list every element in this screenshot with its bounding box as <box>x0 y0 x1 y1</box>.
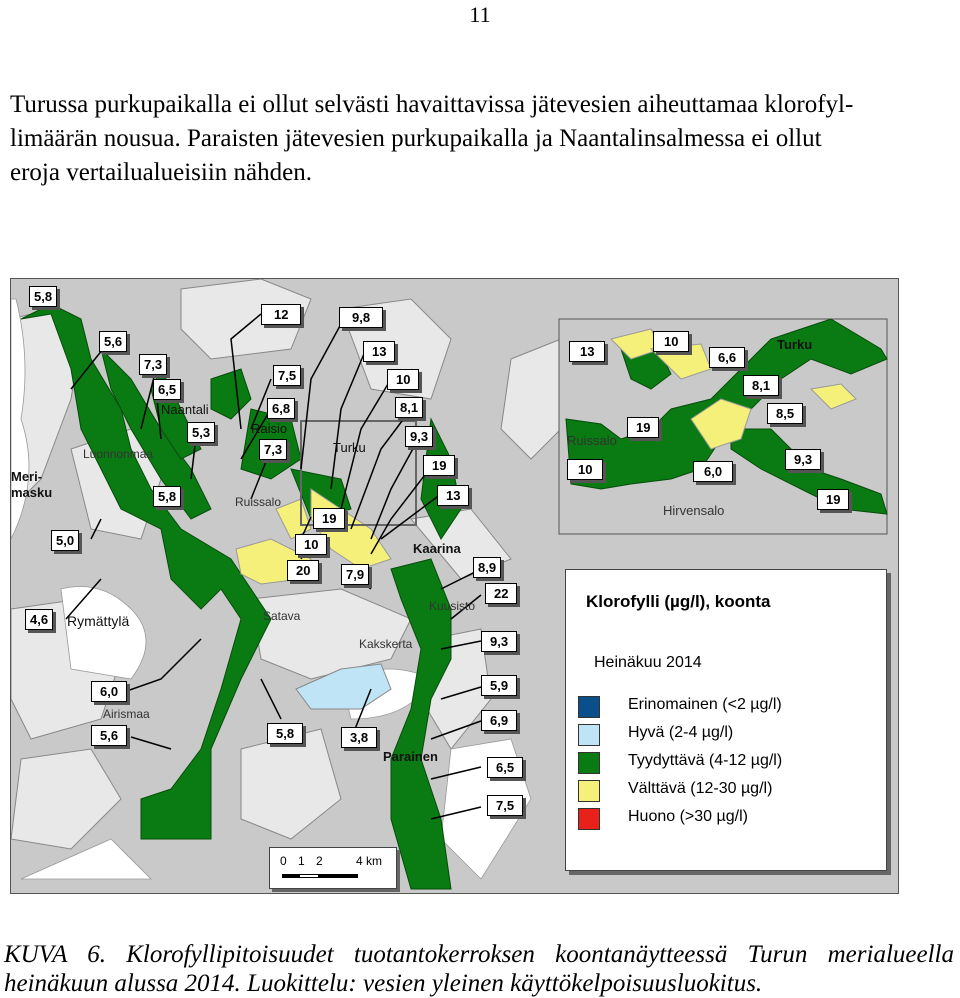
value-label: 10 <box>387 369 419 390</box>
place-inset-ruissalo: Ruissalo <box>567 433 617 448</box>
inset-value-label: 8,1 <box>743 375 779 396</box>
place-airismaa: Airismaa <box>103 707 150 721</box>
value-label: 9,8 <box>339 307 383 328</box>
chlorophyll-map <box>10 278 899 894</box>
inset-value-label: 19 <box>817 489 849 510</box>
inset-value-label: 10 <box>567 459 603 480</box>
inset-value-label: 13 <box>569 341 605 362</box>
inset-value-label: 6,0 <box>693 461 733 482</box>
value-label: 5,8 <box>29 286 57 307</box>
value-label: 5,9 <box>481 675 517 696</box>
legend-label: Välttävä (12-30 µg/l) <box>628 780 773 797</box>
scale-tick-label: 2 <box>316 854 323 868</box>
place-parainen: Parainen <box>383 749 438 764</box>
value-label: 12 <box>261 304 301 325</box>
scale-bar-segment <box>318 874 358 878</box>
value-label: 5,8 <box>153 486 181 507</box>
scale-bar <box>269 847 397 889</box>
value-label: 5,6 <box>91 725 127 746</box>
figure-caption <box>4 940 954 998</box>
legend-label: Huono (>30 µg/l) <box>628 808 748 825</box>
page-number: 11 <box>469 2 491 27</box>
scale-bar-segment <box>300 874 318 878</box>
place-luonnonmaa: Luonnonmaa <box>83 447 154 461</box>
value-label: 9,3 <box>405 426 433 447</box>
value-label: 6,9 <box>481 710 517 731</box>
inset-value-label: 8,5 <box>767 403 803 424</box>
value-label: 5,8 <box>267 723 303 744</box>
value-label: 8,1 <box>395 397 423 418</box>
value-label: 13 <box>437 485 469 506</box>
legend-swatch <box>578 752 600 774</box>
place-naantali: Naantali <box>161 402 209 417</box>
place-kaarina: Kaarina <box>413 541 461 556</box>
legend-label: Tyydyttävä (4-12 µg/l) <box>628 752 783 769</box>
paragraph-line: limäärän nousua. Paraisten jätevesien purkupaikalla ja Naantalinsalmessa ei ollut <box>10 125 822 152</box>
place-inset-hirvensalo: Hirvensalo <box>663 503 725 518</box>
value-label: 6,5 <box>153 379 181 400</box>
value-label: 3,8 <box>341 727 377 748</box>
value-label: 6,0 <box>91 681 127 702</box>
place-turku: Turku <box>333 440 366 455</box>
paragraph-line: eroja vertailualueisiin nähden. <box>10 159 312 186</box>
inset-value-label: 19 <box>627 417 659 438</box>
legend-swatch <box>578 780 600 802</box>
scale-tick-label: 0 <box>280 854 287 868</box>
value-label: 6,8 <box>267 398 295 419</box>
value-label: 5,3 <box>187 422 215 443</box>
scale-tick-label: 4 km <box>356 854 383 868</box>
value-label: 9,3 <box>481 631 517 652</box>
place-satava: Satava <box>263 609 301 623</box>
value-label: 6,5 <box>487 757 523 778</box>
value-label: 7,3 <box>139 354 167 375</box>
value-label: 22 <box>485 583 517 604</box>
value-label: 13 <box>363 341 395 362</box>
value-label: 10 <box>295 534 327 555</box>
value-label: 5,6 <box>99 331 127 352</box>
place-raisio: Raisio <box>251 421 288 436</box>
inset-value-label: 6,6 <box>709 347 745 368</box>
place-kuusisto: Kuusisto <box>429 599 476 613</box>
place-ruissalo: Ruissalo <box>235 495 282 509</box>
place-merimasku: Meri- masku <box>11 469 53 500</box>
value-label: 20 <box>287 560 319 581</box>
caption-line: heinäkuun alussa 2014. Luokittelu: vesien yleinen käyttökelpoisuusluokitus. <box>4 970 763 997</box>
scale-bar-segment <box>282 874 300 878</box>
caption-line: KUVA 6. Klorofyllipitoisuudet tuotantokerroksen koontanäytteessä Turun merialueella <box>4 941 954 968</box>
place-inset-turku: Turku <box>777 337 813 352</box>
value-label: 7,9 <box>341 564 369 585</box>
body-paragraph <box>10 88 955 190</box>
legend-swatch <box>578 724 600 746</box>
value-label: 7,5 <box>273 365 301 386</box>
value-label: 19 <box>423 455 455 476</box>
legend-title: Klorofylli (µg/l), koonta <box>586 592 771 611</box>
legend-label: Erinomainen (<2 µg/l) <box>628 696 782 713</box>
map-legend <box>565 569 887 871</box>
place-kakskerta: Kakskerta <box>359 637 413 651</box>
inset-value-label: 10 <box>653 331 689 352</box>
legend-swatch <box>578 696 600 718</box>
place-rymattyla: Rymättylä <box>67 613 130 629</box>
value-label: 7,5 <box>487 795 523 816</box>
scale-tick-label: 1 <box>298 854 305 868</box>
value-label: 19 <box>313 508 345 529</box>
value-label: 8,9 <box>473 557 501 578</box>
value-label: 4,6 <box>25 609 53 630</box>
value-label: 5,0 <box>51 530 79 551</box>
legend-label: Hyvä (2-4 µg/l) <box>628 724 734 741</box>
legend-swatch <box>578 808 600 830</box>
legend-subtitle: Heinäkuu 2014 <box>594 654 702 671</box>
inset-value-label: 9,3 <box>785 449 821 470</box>
paragraph-line: Turussa purkupaikalla ei ollut selvästi havaittavissa jätevesien aiheuttamaa klorofyl- <box>10 91 854 118</box>
value-label: 7,3 <box>259 439 287 460</box>
